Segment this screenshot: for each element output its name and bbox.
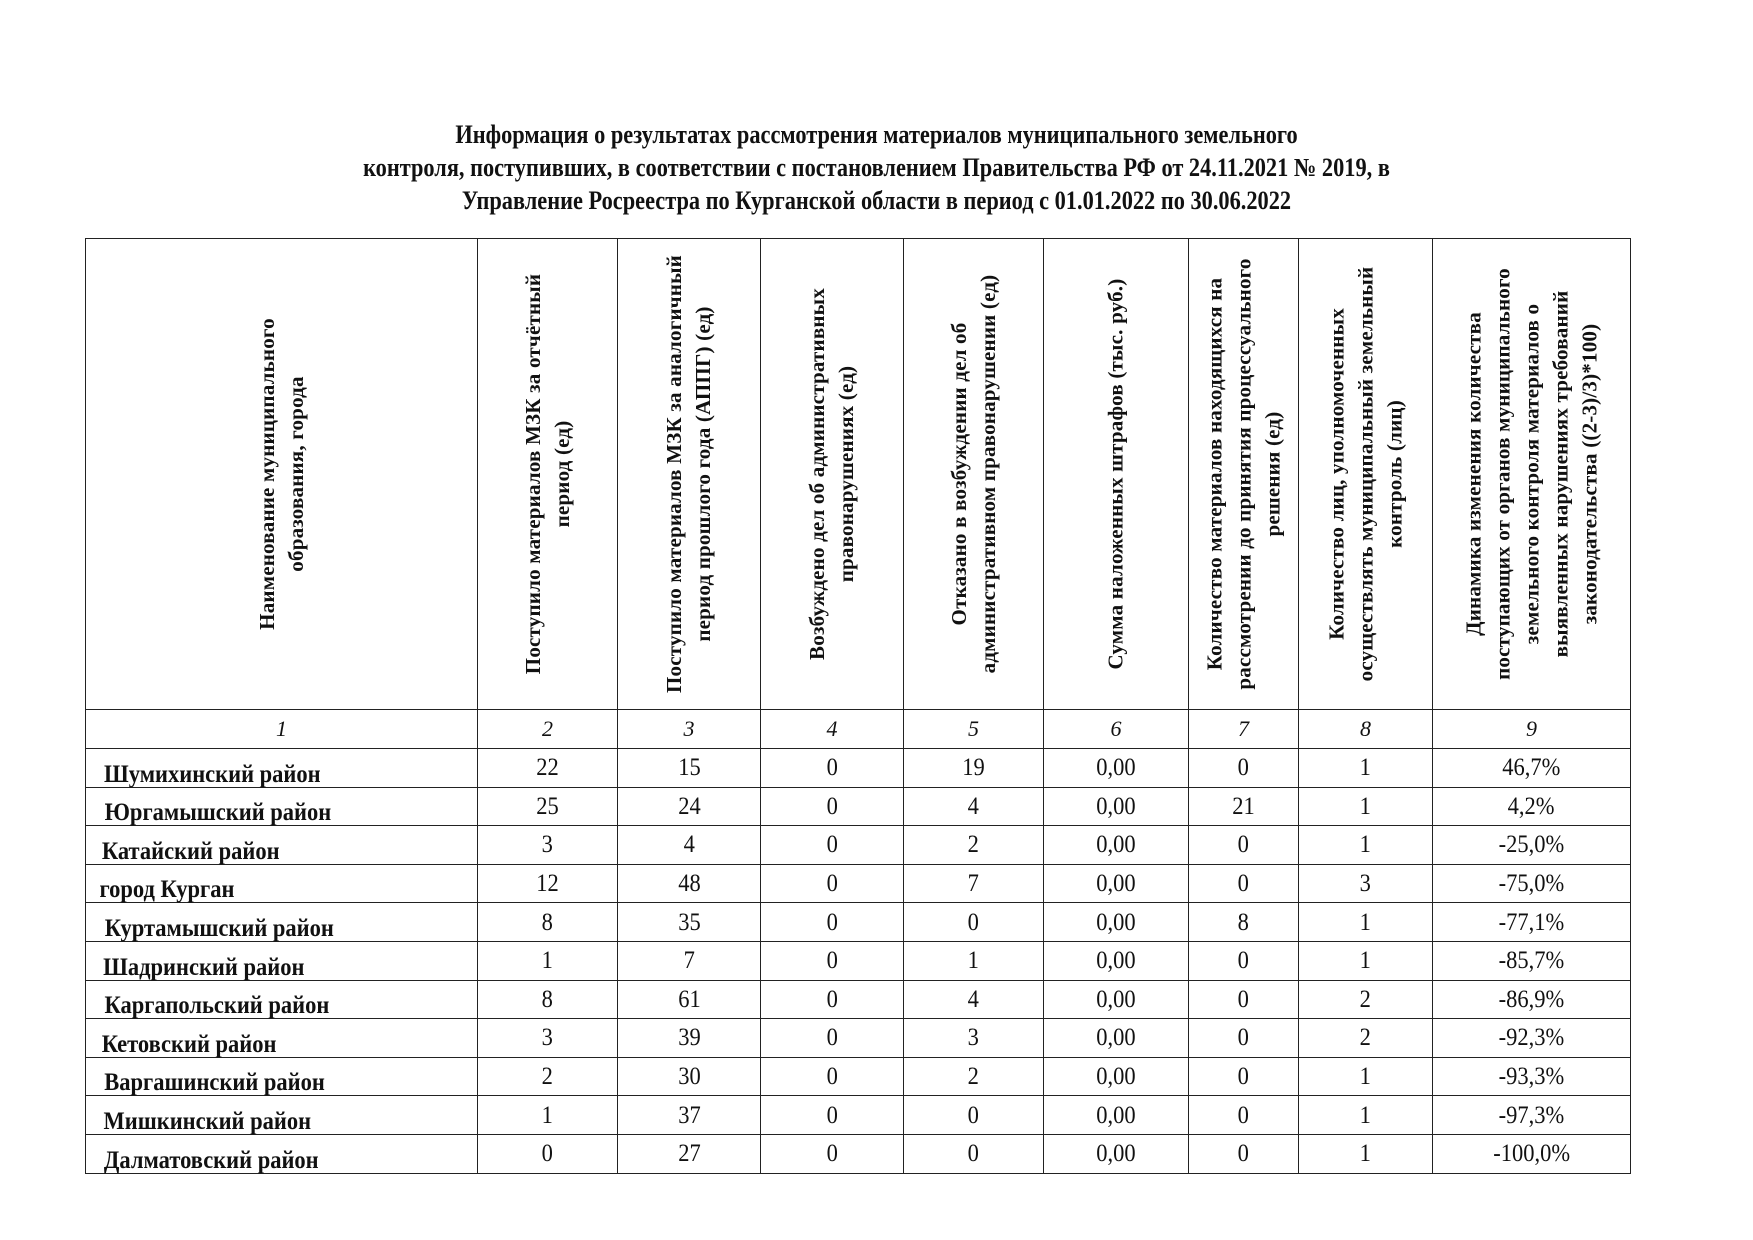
- cell-name: [86, 1019, 478, 1058]
- cell-value: -86,9%: [1498, 985, 1565, 1013]
- cell-cases-refused: [904, 1019, 1044, 1058]
- table-row: [86, 1096, 1631, 1135]
- cell-value: 0,00: [1096, 908, 1136, 936]
- title-line-2: контроля, поступивших, в соответствии с постановлением Правительства РФ от 24.11.2021 № 2019, в: [363, 153, 1390, 182]
- cell-value: 4: [967, 792, 980, 820]
- cell-value: 1: [1359, 908, 1372, 936]
- cell-authorized-persons: [1299, 1096, 1433, 1135]
- cell-authorized-persons: [1299, 980, 1433, 1019]
- cell-value: 0: [826, 1140, 838, 1168]
- cell-name: [86, 787, 478, 826]
- cell-received-current: [478, 787, 618, 826]
- cell-dynamics: [1433, 980, 1631, 1019]
- cell-value: 15: [677, 754, 701, 782]
- cell-value: 0: [1237, 1140, 1250, 1168]
- cell-dynamics: [1433, 941, 1631, 980]
- cell-value: 22: [536, 754, 559, 782]
- cell-value: 12: [536, 870, 559, 898]
- cell-received-current: [478, 1096, 618, 1135]
- header-label: Динамика изменения количества поступающих от органов муниципального земельного контроля материалов о выявленных нарушениях требований законодательства ((2-3)/3)*100): [1461, 268, 1601, 680]
- cell-received-last-year: [618, 826, 761, 865]
- cell-value: 1: [1359, 831, 1372, 859]
- column-number: 7: [1189, 710, 1299, 749]
- header-dynamics: [1433, 239, 1631, 710]
- cell-received-last-year: [618, 864, 761, 903]
- cell-value: 0: [1237, 754, 1250, 782]
- cell-value: -100,0%: [1493, 1140, 1570, 1168]
- header-label: Возбуждено дел об административных правонарушениях (ед): [805, 288, 858, 660]
- title-line-1: Информация о результатах рассмотрения материалов муниципального земельного: [455, 120, 1298, 149]
- cell-cases-refused: [904, 1134, 1044, 1173]
- cell-value: 0,00: [1096, 1024, 1136, 1052]
- cell-value: 48: [677, 870, 701, 898]
- cell-fines-sum: [1044, 1096, 1189, 1135]
- cell-value: 8: [1237, 908, 1250, 936]
- cell-authorized-persons: [1299, 1134, 1433, 1173]
- cell-authorized-persons: [1299, 1019, 1433, 1058]
- cell-pending-materials: [1189, 864, 1299, 903]
- cell-value: 1: [1359, 1140, 1372, 1168]
- cell-value: 21: [1232, 792, 1255, 820]
- cell-value: 3: [541, 831, 554, 859]
- cell-cases-refused: [904, 903, 1044, 942]
- cell-value: Юргамышский район: [104, 799, 332, 827]
- cell-value: 0: [967, 1140, 980, 1168]
- column-number: 6: [1044, 710, 1189, 749]
- cell-value: 0: [1237, 870, 1250, 898]
- cell-cases-refused: [904, 1057, 1044, 1096]
- cell-dynamics: [1433, 826, 1631, 865]
- cell-fines-sum: [1044, 787, 1189, 826]
- cell-authorized-persons: [1299, 1057, 1433, 1096]
- cell-value: Варгашинский район: [104, 1069, 325, 1097]
- cell-pending-materials: [1189, 941, 1299, 980]
- cell-authorized-persons: [1299, 749, 1433, 788]
- table-row: [86, 1134, 1631, 1173]
- cell-received-last-year: [618, 1057, 761, 1096]
- table-row: [86, 749, 1631, 788]
- cell-received-current: [478, 980, 618, 1019]
- cell-authorized-persons: [1299, 864, 1433, 903]
- cell-value: 7: [683, 947, 695, 975]
- cell-dynamics: [1433, 1096, 1631, 1135]
- cell-received-last-year: [618, 787, 761, 826]
- cell-cases-initiated: [761, 749, 904, 788]
- cell-pending-materials: [1189, 980, 1299, 1019]
- cell-value: 1: [1359, 792, 1372, 820]
- cell-cases-refused: [904, 980, 1044, 1019]
- cell-fines-sum: [1044, 749, 1189, 788]
- cell-value: Катайский район: [101, 837, 280, 865]
- cell-authorized-persons: [1299, 941, 1433, 980]
- cell-name: [86, 1057, 478, 1096]
- cell-cases-initiated: [761, 826, 904, 865]
- cell-value: 7: [967, 870, 980, 898]
- column-number-row: [86, 710, 1631, 749]
- table-row: [86, 980, 1631, 1019]
- column-number: 4: [761, 710, 904, 749]
- cell-cases-refused: [904, 864, 1044, 903]
- cell-dynamics: [1433, 749, 1631, 788]
- cell-value: Шадринский район: [103, 953, 305, 981]
- cell-received-current: [478, 1134, 618, 1173]
- column-number: 3: [618, 710, 761, 749]
- table-row: [86, 1019, 1631, 1058]
- cell-value: 4,2%: [1508, 792, 1555, 820]
- cell-value: 2: [1359, 985, 1372, 1013]
- cell-dynamics: [1433, 1057, 1631, 1096]
- cell-value: 0: [826, 792, 838, 820]
- cell-value: 0,00: [1096, 985, 1136, 1013]
- title-line-3: Управление Росреестра по Курганской области в период с 01.01.2022 по 30.06.2022: [461, 186, 1292, 215]
- cell-fines-sum: [1044, 826, 1189, 865]
- cell-value: 8: [541, 985, 554, 1013]
- cell-received-current: [478, 903, 618, 942]
- header-label: Отказано в возбуждении дел об административном правонарушении (ед): [946, 274, 1000, 674]
- cell-value: 4: [683, 831, 695, 859]
- cell-dynamics: [1433, 1134, 1631, 1173]
- header-label: Наименование муниципального образования, города: [254, 318, 308, 630]
- cell-value: 1: [967, 947, 980, 975]
- cell-value: 4: [967, 985, 980, 1013]
- cell-authorized-persons: [1299, 787, 1433, 826]
- cell-cases-initiated: [761, 941, 904, 980]
- cell-received-current: [478, 941, 618, 980]
- header-municipality: [86, 239, 478, 710]
- cell-name: [86, 1096, 478, 1135]
- cell-cases-initiated: [761, 1134, 904, 1173]
- cell-value: Куртамышский район: [104, 914, 334, 942]
- cell-fines-sum: [1044, 864, 1189, 903]
- cell-value: -25,0%: [1498, 831, 1565, 859]
- cell-value: 1: [1359, 947, 1372, 975]
- cell-fines-sum: [1044, 903, 1189, 942]
- cell-value: 0: [1237, 1063, 1250, 1091]
- cell-received-last-year: [618, 1134, 761, 1173]
- cell-value: 0: [826, 985, 838, 1013]
- cell-fines-sum: [1044, 941, 1189, 980]
- cell-pending-materials: [1189, 787, 1299, 826]
- cell-value: 0: [826, 1063, 838, 1091]
- cell-value: 0: [1237, 947, 1250, 975]
- cell-value: 0: [967, 908, 980, 936]
- cell-name: [86, 749, 478, 788]
- cell-value: 0,00: [1096, 1101, 1136, 1129]
- cell-value: 2: [967, 831, 980, 859]
- cell-value: 0,00: [1096, 792, 1136, 820]
- cell-cases-refused: [904, 787, 1044, 826]
- cell-value: 37: [677, 1101, 701, 1129]
- cell-value: 2: [541, 1063, 554, 1091]
- cell-value: 1: [541, 947, 554, 975]
- table-row: [86, 1057, 1631, 1096]
- cell-cases-initiated: [761, 1057, 904, 1096]
- cell-value: город Курган: [99, 876, 235, 904]
- cell-dynamics: [1433, 787, 1631, 826]
- cell-value: 0,00: [1096, 1063, 1136, 1091]
- cell-value: Каргапольский район: [104, 992, 330, 1020]
- column-number: 2: [478, 710, 618, 749]
- header-received-current: [478, 239, 618, 710]
- cell-dynamics: [1433, 1019, 1631, 1058]
- cell-value: -85,7%: [1498, 947, 1565, 975]
- cell-value: 3: [967, 1024, 980, 1052]
- table-row: [86, 787, 1631, 826]
- cell-received-current: [478, 826, 618, 865]
- cell-pending-materials: [1189, 1019, 1299, 1058]
- cell-authorized-persons: [1299, 826, 1433, 865]
- cell-received-current: [478, 1057, 618, 1096]
- cell-value: 0: [1237, 985, 1250, 1013]
- cell-pending-materials: [1189, 1134, 1299, 1173]
- cell-cases-initiated: [761, 1019, 904, 1058]
- cell-value: -75,0%: [1498, 870, 1565, 898]
- cell-fines-sum: [1044, 1057, 1189, 1096]
- cell-value: -77,1%: [1498, 908, 1565, 936]
- cell-received-last-year: [618, 1019, 761, 1058]
- cell-value: 2: [967, 1063, 980, 1091]
- cell-value: 24: [677, 792, 701, 820]
- cell-received-last-year: [618, 903, 761, 942]
- cell-received-current: [478, 1019, 618, 1058]
- table-row: [86, 864, 1631, 903]
- cell-value: 0,00: [1096, 870, 1136, 898]
- header-pending-materials: [1189, 239, 1299, 710]
- report-table: [85, 238, 1631, 1174]
- cell-pending-materials: [1189, 903, 1299, 942]
- cell-received-last-year: [618, 1096, 761, 1135]
- header-received-last-year: [618, 239, 761, 710]
- header-fines-sum: [1044, 239, 1189, 710]
- cell-cases-initiated: [761, 903, 904, 942]
- cell-value: 0: [826, 831, 838, 859]
- cell-name: [86, 941, 478, 980]
- cell-value: 39: [677, 1024, 701, 1052]
- cell-value: 0,00: [1096, 947, 1136, 975]
- cell-value: 35: [677, 908, 701, 936]
- cell-value: 0: [826, 1101, 838, 1129]
- cell-received-last-year: [618, 941, 761, 980]
- header-authorized-persons: [1299, 239, 1433, 710]
- header-label: Поступило материалов МЗК за аналогичный период прошлого года (АППГ) (ед): [662, 255, 715, 694]
- cell-value: 19: [962, 754, 985, 782]
- cell-received-last-year: [618, 749, 761, 788]
- cell-value: 0: [826, 870, 838, 898]
- cell-value: 1: [1359, 1063, 1372, 1091]
- cell-value: 0,00: [1096, 1140, 1136, 1168]
- header-cases-initiated: [761, 239, 904, 710]
- cell-pending-materials: [1189, 749, 1299, 788]
- cell-name: [86, 826, 478, 865]
- cell-name: [86, 980, 478, 1019]
- cell-value: -92,3%: [1498, 1024, 1565, 1052]
- cell-value: 0: [1237, 1101, 1250, 1129]
- cell-value: 0: [826, 1024, 838, 1052]
- cell-cases-initiated: [761, 787, 904, 826]
- cell-value: 1: [541, 1101, 554, 1129]
- cell-cases-initiated: [761, 1096, 904, 1135]
- cell-value: 0: [826, 908, 838, 936]
- column-number: 8: [1299, 710, 1433, 749]
- cell-value: 8: [541, 908, 554, 936]
- cell-fines-sum: [1044, 1134, 1189, 1173]
- cell-name: [86, 864, 478, 903]
- header-cases-refused: [904, 239, 1044, 710]
- cell-value: 27: [677, 1140, 701, 1168]
- document-title: [0, 118, 1753, 217]
- header-label: Поступило материалов МЗК за отчётный период (ед): [520, 273, 574, 675]
- header-label: Количество материалов находящихся на рассмотрении до принятия процессуального решения (ед): [1202, 258, 1284, 690]
- cell-fines-sum: [1044, 980, 1189, 1019]
- column-number: 5: [904, 710, 1044, 749]
- cell-dynamics: [1433, 903, 1631, 942]
- cell-name: [86, 1134, 478, 1173]
- cell-value: -97,3%: [1498, 1101, 1565, 1129]
- cell-cases-refused: [904, 1096, 1044, 1135]
- table-row: [86, 903, 1631, 942]
- column-number: 9: [1433, 710, 1631, 749]
- cell-value: Мишкинский район: [103, 1107, 312, 1135]
- table-row: [86, 941, 1631, 980]
- cell-value: 0: [826, 754, 838, 782]
- cell-pending-materials: [1189, 1096, 1299, 1135]
- cell-cases-refused: [904, 749, 1044, 788]
- cell-cases-refused: [904, 826, 1044, 865]
- cell-received-last-year: [618, 980, 761, 1019]
- cell-authorized-persons: [1299, 903, 1433, 942]
- cell-value: Кетовский район: [101, 1030, 277, 1058]
- cell-pending-materials: [1189, 826, 1299, 865]
- table-row: [86, 826, 1631, 865]
- cell-value: -93,3%: [1498, 1063, 1565, 1091]
- cell-cases-initiated: [761, 864, 904, 903]
- cell-cases-refused: [904, 941, 1044, 980]
- header-label: Сумма наложенных штрафов (тыс. руб.): [1103, 278, 1128, 670]
- cell-value: 0,00: [1096, 831, 1136, 859]
- cell-value: 25: [536, 792, 559, 820]
- cell-value: 0: [967, 1101, 980, 1129]
- cell-value: 0: [826, 947, 838, 975]
- cell-value: 3: [541, 1024, 554, 1052]
- header-label: Количество лиц, уполномоченных осуществлять муниципальный земельный контроль (лиц): [1324, 266, 1406, 682]
- cell-dynamics: [1433, 864, 1631, 903]
- cell-value: 1: [1359, 754, 1372, 782]
- cell-value: 30: [677, 1063, 701, 1091]
- cell-received-current: [478, 864, 618, 903]
- column-number: 1: [86, 710, 478, 749]
- cell-name: [86, 903, 478, 942]
- cell-cases-initiated: [761, 980, 904, 1019]
- cell-value: 46,7%: [1502, 754, 1561, 782]
- cell-value: 0: [1237, 1024, 1250, 1052]
- cell-value: 61: [677, 985, 701, 1013]
- cell-value: Шумихинский район: [104, 760, 321, 788]
- cell-value: 0,00: [1096, 754, 1136, 782]
- cell-value: 2: [1359, 1024, 1372, 1052]
- cell-value: 0: [541, 1140, 554, 1168]
- cell-fines-sum: [1044, 1019, 1189, 1058]
- cell-received-current: [478, 749, 618, 788]
- cell-value: Далматовский район: [103, 1146, 319, 1174]
- cell-value: 3: [1359, 870, 1372, 898]
- cell-value: 0: [1237, 831, 1250, 859]
- cell-value: 1: [1359, 1101, 1372, 1129]
- header-row: [86, 239, 1631, 710]
- cell-pending-materials: [1189, 1057, 1299, 1096]
